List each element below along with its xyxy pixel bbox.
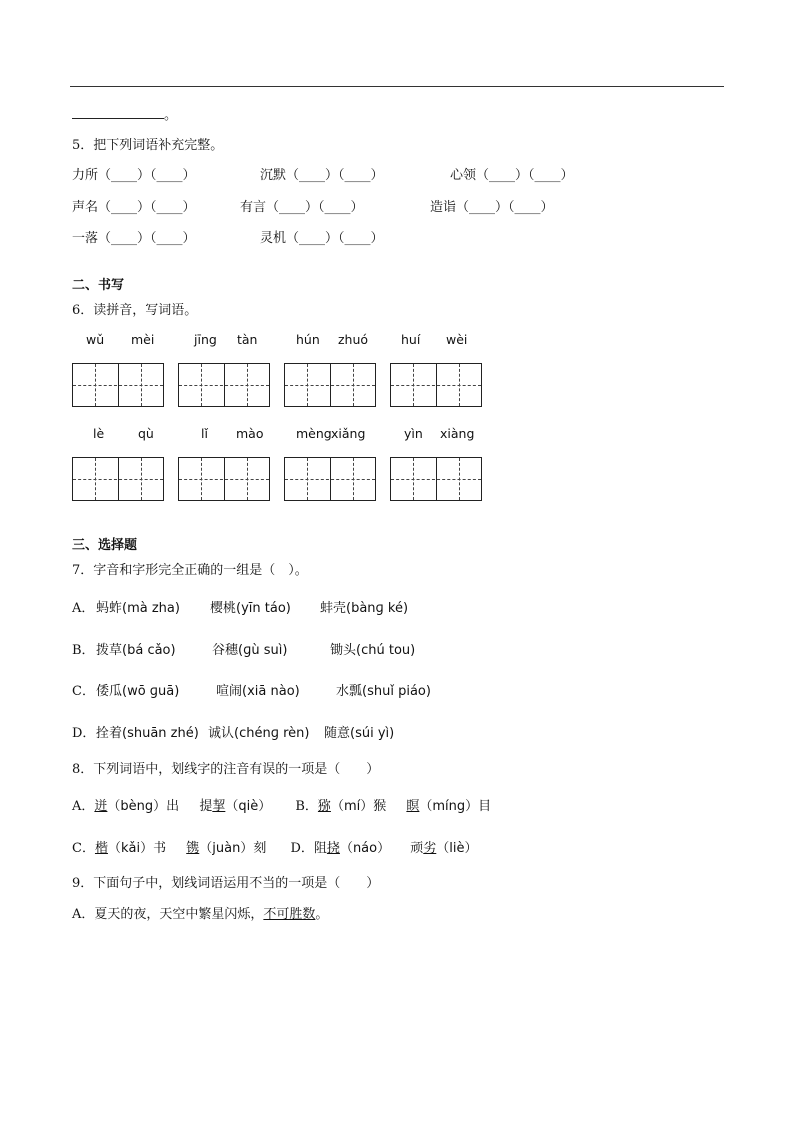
pinyin: zhuó — [338, 332, 369, 347]
option-item: 拨草(bá cǎo) — [96, 643, 176, 658]
pinyin: mào — [236, 426, 264, 441]
pinyin: huí — [401, 332, 421, 347]
underlined-phrase: 不可胜数 — [263, 907, 316, 922]
option-item: 喧闹(xiā nào) — [216, 684, 300, 699]
section-title: 三、选择题 — [72, 538, 138, 553]
underlined-char: 瞑 — [406, 799, 420, 814]
option-item: 蚂蚱(mà zha) — [96, 601, 180, 616]
pinyin: wèi — [446, 332, 468, 347]
option-item: 蚌壳(bànɡ ké) — [320, 601, 409, 616]
q8-line-cd: C．楷（kǎi）书 镌（juàn）刻 D．阻挠（náo） 顽劣（liè） — [72, 841, 478, 856]
q5-item: 声名（____）（____） — [72, 200, 196, 215]
writing-grid[interactable] — [390, 457, 482, 501]
underlined-char: 劣 — [423, 841, 437, 856]
option-letter: D． — [72, 726, 96, 741]
q5-item: 心领（____）（____） — [450, 168, 574, 183]
pinyin: xiàng — [440, 426, 475, 441]
q5-item: 造诣（____）（____） — [430, 200, 554, 215]
underlined-char: 楷 — [94, 841, 108, 856]
pinyin: lè — [93, 426, 105, 441]
option-item: 拴着(shuān zhé) — [96, 726, 199, 741]
pinyin: lǐ — [201, 426, 208, 441]
q8-line-ab: A．迸（bèng）出 提挈（qiè） B．猕（mí）猴 瞑（míng）目 — [72, 799, 492, 814]
q5-item: 有言（____）（____） — [240, 200, 364, 215]
answer-blank[interactable] — [72, 118, 164, 119]
writing-grid[interactable] — [178, 363, 270, 407]
pinyin: qù — [138, 426, 154, 441]
option-letter: B． — [72, 643, 95, 658]
pinyin: yìn — [404, 426, 423, 441]
writing-grid[interactable] — [178, 457, 270, 501]
underlined-char: 迸 — [94, 799, 108, 814]
underlined-char: 镌 — [186, 841, 200, 856]
underlined-char: 挈 — [212, 799, 226, 814]
header-rule — [70, 86, 724, 87]
pinyin: hún — [296, 332, 320, 347]
option-item: 随意(súi yì) — [324, 726, 395, 741]
pinyin: wǔ — [86, 332, 105, 347]
q5-item: 沉默（____）（____） — [260, 168, 384, 183]
q7-prompt: 7．字音和字形完全正确的一组是（ ）。 — [72, 563, 308, 578]
q4-answer-line: 。 — [72, 104, 177, 123]
option-letter: A． — [72, 601, 95, 616]
q9-prompt: 9．下面句子中，划线词语运用不当的一项是（ ） — [72, 876, 380, 891]
option-letter: C． — [72, 684, 95, 699]
writing-grid[interactable] — [390, 363, 482, 407]
writing-grid[interactable] — [284, 363, 376, 407]
writing-grid[interactable] — [284, 457, 376, 501]
pinyin: mèi — [131, 332, 155, 347]
option-item: 谷穗(ɡù suì) — [212, 643, 288, 658]
q5-item: 灵机（____）（____） — [260, 231, 384, 246]
writing-grid[interactable] — [72, 363, 164, 407]
q6-prompt: 6．读拼音，写词语。 — [72, 303, 198, 318]
q9-option-a: A．夏天的夜，天空中繁星闪烁，不可胜数。 — [72, 907, 329, 922]
option-item: 诚认(chénɡ rèn) — [208, 726, 310, 741]
underlined-char: 挠 — [326, 841, 340, 856]
writing-grid[interactable] — [72, 457, 164, 501]
q5-item: 力所（____）（____） — [72, 168, 196, 183]
pinyin: mèng — [296, 426, 332, 441]
option-item: 倭瓜(wō ɡuā) — [96, 684, 180, 699]
pinyin: xiǎng — [331, 426, 366, 441]
pinyin: jīng — [194, 332, 217, 347]
option-item: 水瓢(shuǐ piáo) — [336, 684, 431, 699]
section-title: 二、书写 — [72, 278, 125, 293]
pinyin: tàn — [237, 332, 258, 347]
option-item: 锄头(chú tou) — [330, 643, 416, 658]
q5-item: 一落（____）（____） — [72, 231, 196, 246]
q8-prompt: 8．下列词语中，划线字的注音有误的一项是（ ） — [72, 762, 380, 777]
underlined-char: 猕 — [317, 799, 331, 814]
q5-prompt: 5．把下列词语补充完整。 — [72, 138, 224, 153]
option-item: 樱桃(yīn táo) — [210, 601, 291, 616]
